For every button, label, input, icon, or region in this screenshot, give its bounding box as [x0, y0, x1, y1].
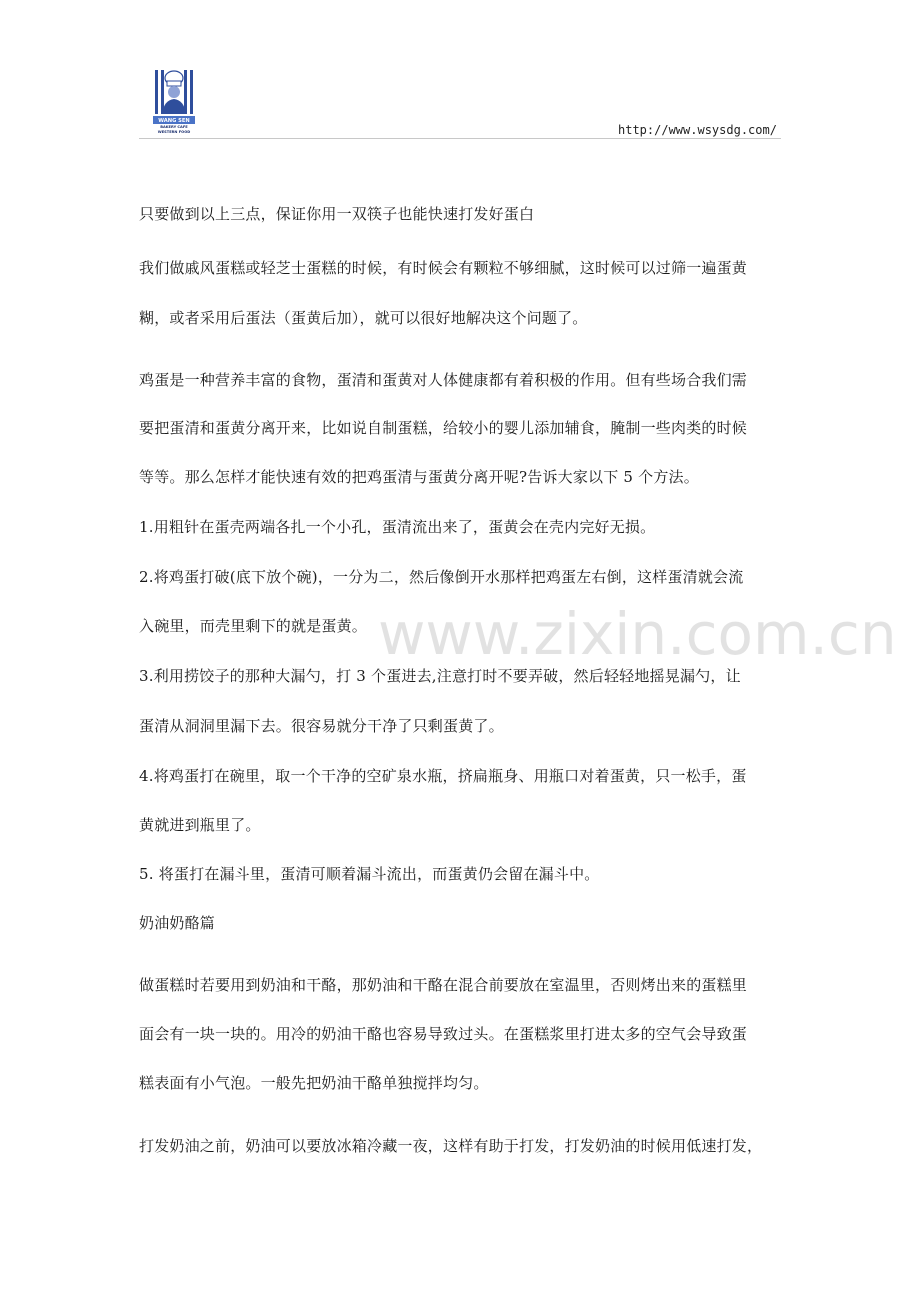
paragraph-line: 鸡蛋是一种营养丰富的食物，蛋清和蛋黄对人体健康都有着积极的作用。但有些场合我们需 [139, 371, 748, 389]
list-item: 蛋清从洞洞里漏下去。很容易就分干净了只剩蛋黄了。 [139, 717, 504, 735]
list-item: 4.将鸡蛋打在碗里，取一个干净的空矿泉水瓶，挤扁瓶身、用瓶口对着蛋黄，只一松手，蛋 [139, 767, 747, 785]
list-item: 3.利用捞饺子的那种大漏勺，打 3 个蛋进去,注意打时不要弄破，然后轻轻地摇晃漏勺，让 [139, 667, 741, 685]
paragraph-line: 要把蛋清和蛋黄分离开来，比如说自制蛋糕，给较小的婴儿添加辅食，腌制一些肉类的时候 [139, 419, 748, 437]
list-item: 5. 将蛋打在漏斗里，蛋清可顺着漏斗流出，而蛋黄仍会留在漏斗中。 [139, 865, 600, 883]
logo-subtitle: BAKERY CAFE [160, 125, 188, 129]
paragraph-line: 糊，或者采用后蛋法（蛋黄后加），就可以很好地解决这个问题了。 [139, 309, 588, 327]
list-item: 黄就进到瓶里了。 [139, 816, 261, 834]
section-heading: 奶油奶酪篇 [139, 914, 216, 932]
logo-name: WANG SEN [158, 118, 190, 124]
logo-subtitle: WESTERN FOOD [157, 130, 191, 134]
list-item: 入碗里，而壳里剩下的就是蛋黄。 [139, 617, 368, 635]
paragraph-line: 只要做到以上三点，保证你用一双筷子也能快速打发好蛋白 [139, 205, 535, 223]
paragraph-line: 糕表面有小气泡。一般先把奶油干酪单独搅拌均匀。 [139, 1074, 489, 1092]
paragraph-line: 做蛋糕时若要用到奶油和干酪，那奶油和干酪在混合前要放在室温里，否则烤出来的蛋糕里 [139, 976, 748, 994]
header-url: http://www.wsysdg.com/ [618, 123, 777, 137]
logo [153, 68, 195, 138]
paragraph-line: 等等。那么怎样才能快速有效的把鸡蛋清与蛋黄分离开呢?告诉大家以下 5 个方法。 [139, 468, 699, 486]
list-item: 2.将鸡蛋打破(底下放个碗)，一分为二，然后像倒开水那样把鸡蛋左右倒，这样蛋清就会流 [139, 568, 744, 586]
list-item: 1.用粗针在蛋壳两端各扎一个小孔，蛋清流出来了，蛋黄会在壳内完好无损。 [139, 518, 656, 536]
paragraph-line: 面会有一块一块的。用冷的奶油干酪也容易导致过头。在蛋糕浆里打进太多的空气会导致蛋 [139, 1025, 748, 1043]
watermark: www.zixin.com.cn [378, 600, 897, 668]
header-divider [139, 138, 781, 139]
paragraph-line: 我们做戚风蛋糕或轻芝士蛋糕的时候，有时候会有颗粒不够细腻，这时候可以过筛一遍蛋黄 [139, 259, 748, 277]
paragraph-line: 打发奶油之前，奶油可以要放冰箱冷藏一夜，这样有助于打发，打发奶油的时候用低速打发， [139, 1137, 763, 1155]
